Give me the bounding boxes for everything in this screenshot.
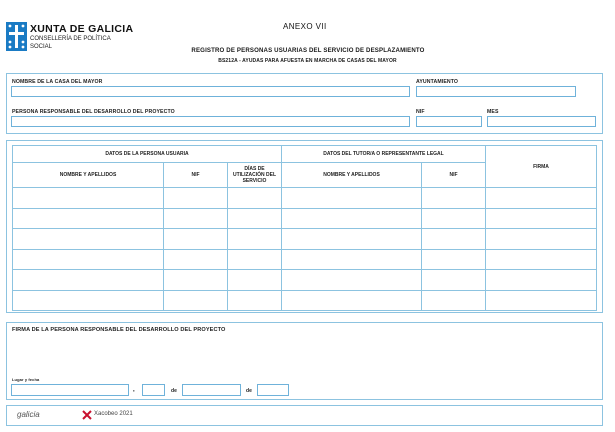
cell-tutor-nombre[interactable]	[282, 229, 422, 250]
cell-nif[interactable]	[164, 188, 228, 209]
cell-tutor-nombre[interactable]	[282, 208, 422, 229]
users-table	[12, 145, 597, 311]
casa-label: NOMBRE DE LA CASA DEL MAYOR	[12, 79, 103, 85]
xacobeo-logo: Xacobeo 2021	[94, 411, 133, 417]
form-title	[0, 47, 615, 54]
cell-firma[interactable]	[486, 188, 597, 209]
form-subtitle-text: BS212A - AYUDAS PARA AFUESTA EN MARCHA DE CASAS DEL MAYOR	[218, 58, 397, 64]
cell-firma[interactable]	[486, 270, 597, 291]
cell-dias[interactable]	[228, 249, 282, 270]
col-dias-line-1: DÍAS DE	[244, 166, 265, 172]
cell-tutor-nif[interactable]	[422, 249, 486, 270]
table-row	[13, 229, 597, 250]
year-input[interactable]	[257, 384, 289, 396]
table-row	[13, 249, 597, 270]
col-dias-line-2: UTILIZACIÓN DEL	[232, 172, 277, 178]
cell-dias[interactable]	[228, 229, 282, 250]
cell-tutor-nombre[interactable]	[282, 270, 422, 291]
table-group-header-row	[13, 146, 597, 163]
form-subtitle	[0, 58, 615, 64]
place-input[interactable]	[11, 384, 129, 396]
mes-input[interactable]	[487, 116, 596, 127]
cell-tutor-nombre[interactable]	[282, 188, 422, 209]
cell-nombre[interactable]	[13, 208, 164, 229]
place-date-label: Lugar y fecha	[12, 377, 40, 382]
cell-nif[interactable]	[164, 249, 228, 270]
cell-tutor-nif[interactable]	[422, 290, 486, 311]
col-dias-line-3: SERVICIO	[242, 178, 267, 184]
table-row	[13, 188, 597, 209]
cell-dias[interactable]	[228, 290, 282, 311]
ayuntamiento-input[interactable]	[416, 86, 576, 97]
group-user-header: DATOS DE LA PERSONA USUARIA	[13, 146, 282, 163]
responsable-label: PERSONA RESPONSABLE DEL DESARROLLO DEL PROYECTO	[12, 109, 175, 115]
cell-nif[interactable]	[164, 229, 228, 250]
table-row	[13, 208, 597, 229]
cell-firma[interactable]	[486, 249, 597, 270]
org-name: XUNTA DE GALICIA	[30, 23, 134, 35]
table-row	[13, 270, 597, 291]
department-line-2: SOCIAL	[30, 43, 53, 50]
cell-tutor-nombre[interactable]	[282, 249, 422, 270]
annex-label: ANEXO VII	[283, 22, 327, 31]
ayuntamiento-label: AYUNTAMIENTO	[416, 79, 459, 85]
cell-firma[interactable]	[486, 290, 597, 311]
cell-nif[interactable]	[164, 290, 228, 311]
casa-input[interactable]	[11, 86, 410, 97]
de-separator-1: de	[171, 388, 178, 394]
col-nombre-header: NOMBRE Y APELLIDOS	[13, 163, 164, 188]
department-line-1: CONSELLERÍA DE POLÍTICA	[30, 36, 111, 42]
de-separator-2: de	[246, 388, 253, 394]
cell-nombre[interactable]	[13, 249, 164, 270]
cell-nombre[interactable]	[13, 229, 164, 250]
nif-input[interactable]	[416, 116, 482, 127]
col-firma-header: FIRMA	[486, 146, 597, 188]
month-input[interactable]	[182, 384, 241, 396]
cell-tutor-nif[interactable]	[422, 270, 486, 291]
col-dias-header	[228, 163, 282, 188]
col-tutor-nif-header: NIF	[422, 163, 486, 188]
cell-tutor-nif[interactable]	[422, 229, 486, 250]
cell-firma[interactable]	[486, 208, 597, 229]
cell-nombre[interactable]	[13, 290, 164, 311]
cell-dias[interactable]	[228, 270, 282, 291]
galicia-logo: galicia	[17, 410, 40, 419]
signature-title: FIRMA DE LA PERSONA RESPONSABLE DEL DESARROLLO DEL PROYECTO	[12, 327, 226, 333]
nif-label: NIF	[416, 109, 425, 115]
table-row	[13, 290, 597, 311]
form-title-text: REGISTRO DE PERSONAS USUARIAS DEL SERVICIO DE DESPLAZAMIENTO	[191, 47, 425, 54]
cell-tutor-nif[interactable]	[422, 208, 486, 229]
cell-nombre[interactable]	[13, 270, 164, 291]
cell-firma[interactable]	[486, 229, 597, 250]
day-input[interactable]	[142, 384, 165, 396]
cell-tutor-nif[interactable]	[422, 188, 486, 209]
cell-nombre[interactable]	[13, 188, 164, 209]
cell-dias[interactable]	[228, 188, 282, 209]
cell-nif[interactable]	[164, 270, 228, 291]
comma-separator: ,	[133, 387, 135, 393]
col-nif-header: NIF	[164, 163, 228, 188]
col-tutor-nombre-header: NOMBRE Y APELLIDOS	[282, 163, 422, 188]
xacobeo-icon	[82, 410, 92, 420]
cell-nif[interactable]	[164, 208, 228, 229]
cell-dias[interactable]	[228, 208, 282, 229]
group-tutor-header: DATOS DEL TUTOR/A O REPRESENTANTE LEGAL	[282, 146, 486, 163]
responsable-input[interactable]	[11, 116, 410, 127]
mes-label: MES	[487, 109, 499, 115]
cell-tutor-nombre[interactable]	[282, 290, 422, 311]
